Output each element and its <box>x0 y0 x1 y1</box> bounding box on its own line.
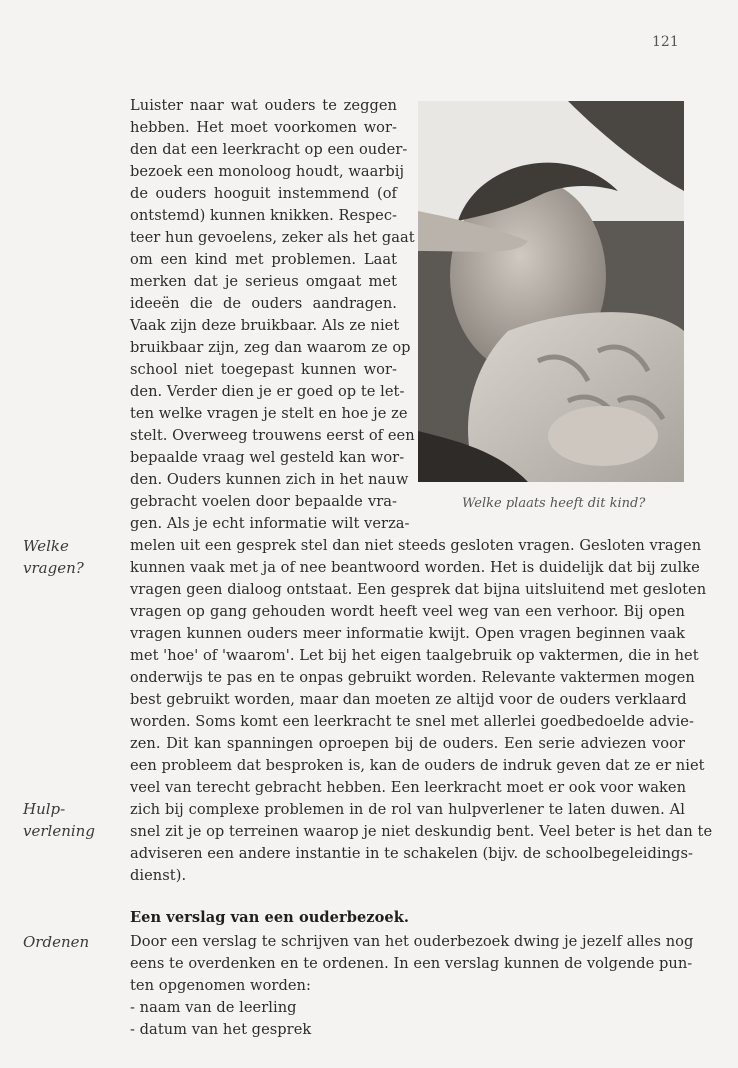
body-line: school niet toegepast kunnen wor- <box>130 361 397 378</box>
body-line: den. Ouders kunnen zich in het nauw <box>130 471 409 488</box>
body-line: bepaalde vraag wel gesteld kan wor- <box>130 449 405 466</box>
body-line: den dat een leerkracht op een ouder- <box>130 141 408 158</box>
photo-caption: Welke plaats heeft dit kind? <box>462 496 646 511</box>
body-line: dienst). <box>130 867 187 884</box>
list-item: - datum van het gesprek <box>130 1021 312 1038</box>
body-line: hebben. Het moet voorkomen wor- <box>130 119 397 136</box>
body-line: ten welke vragen je stelt en hoe je ze <box>130 405 408 422</box>
body-line: zen. Dit kan spanningen oproepen bij de ouders. Een serie adviezen voor <box>130 735 685 752</box>
list-item: - naam van de leerling <box>130 999 297 1016</box>
body-line: vragen geen dialoog ontstaat. Een gesprek dat bijna uitsluitend met gesloten <box>130 581 707 598</box>
margin-note: Hulp- <box>23 800 66 818</box>
body-line: de ouders hooguit instemmend (of <box>130 185 397 202</box>
margin-note: verlening <box>23 822 95 840</box>
body-line: teer hun gevoelens, zeker als het gaat <box>130 229 415 246</box>
body-line: Door een verslag te schrijven van het ouderbezoek dwing je jezelf alles nog <box>130 933 694 950</box>
margin-note: Welke <box>23 537 69 555</box>
body-line: een probleem dat besproken is, kan de ouders de indruk geven dat ze er niet <box>130 757 705 774</box>
margin-note: vragen? <box>23 559 84 577</box>
body-line: den. Verder dien je er goed op te let- <box>130 383 405 400</box>
photo-child <box>418 101 684 482</box>
body-line: bezoek een monoloog houdt, waarbij <box>130 163 405 180</box>
page-number: 121 <box>652 34 679 50</box>
body-line: Luister naar wat ouders te zeggen <box>130 97 397 114</box>
body-line: kunnen vaak met ja of nee beantwoord worden. Het is duidelijk dat bij zulke <box>130 559 700 576</box>
body-line: merken dat je serieus omgaat met <box>130 273 397 290</box>
body-line: Vaak zijn deze bruikbaar. Als ze niet <box>130 317 400 334</box>
body-line: snel zit je op terreinen waarop je niet deskundig bent. Veel beter is het dan te <box>130 823 713 840</box>
body-line: onderwijs te pas en te onpas gebruikt worden. Relevante vaktermen mogen <box>130 669 695 686</box>
body-line: melen uit een gesprek stel dan niet steeds gesloten vragen. Gesloten vragen <box>130 537 702 554</box>
body-line: vragen op gang gehouden wordt heeft veel weg van een verhoor. Bij open <box>130 603 685 620</box>
body-line: adviseren een andere instantie in te schakelen (bijv. de schoolbegeleidings- <box>130 845 693 862</box>
section-heading: Een verslag van een ouderbezoek. <box>130 909 410 926</box>
body-line: ten opgenomen worden: <box>130 977 311 994</box>
body-line: met 'hoe' of 'waarom'. Let bij het eigen taalgebruik op vaktermen, die in het <box>130 647 699 664</box>
body-line: ontstemd) kunnen knikken. Respec- <box>130 207 398 224</box>
body-line: zich bij complexe problemen in de rol van hulpverlener te laten duwen. Al <box>130 801 685 818</box>
margin-note: Ordenen <box>23 933 90 951</box>
body-line: stelt. Overweeg trouwens eerst of een <box>130 427 415 444</box>
body-line: eens te overdenken en te ordenen. In een verslag kunnen de volgende pun- <box>130 955 693 972</box>
body-line: om een kind met problemen. Laat <box>130 251 397 268</box>
body-line: vragen kunnen ouders meer informatie kwijt. Open vragen beginnen vaak <box>130 625 685 642</box>
body-line: ideeën die de ouders aandragen. <box>130 295 397 312</box>
body-line: gen. Als je echt informatie wilt verza- <box>130 515 410 532</box>
body-line: veel van terecht gebracht hebben. Een leerkracht moet er ook voor waken <box>130 779 687 796</box>
body-line: gebracht voelen door bepaalde vra- <box>130 493 397 510</box>
body-line: worden. Soms komt een leerkracht te snel met allerlei goedbedoelde advie- <box>130 713 694 730</box>
body-line: bruikbaar zijn, zeg dan waarom ze op <box>130 339 411 356</box>
body-line: best gebruikt worden, maar dan moeten ze altijd voor de ouders verklaard <box>130 691 687 708</box>
